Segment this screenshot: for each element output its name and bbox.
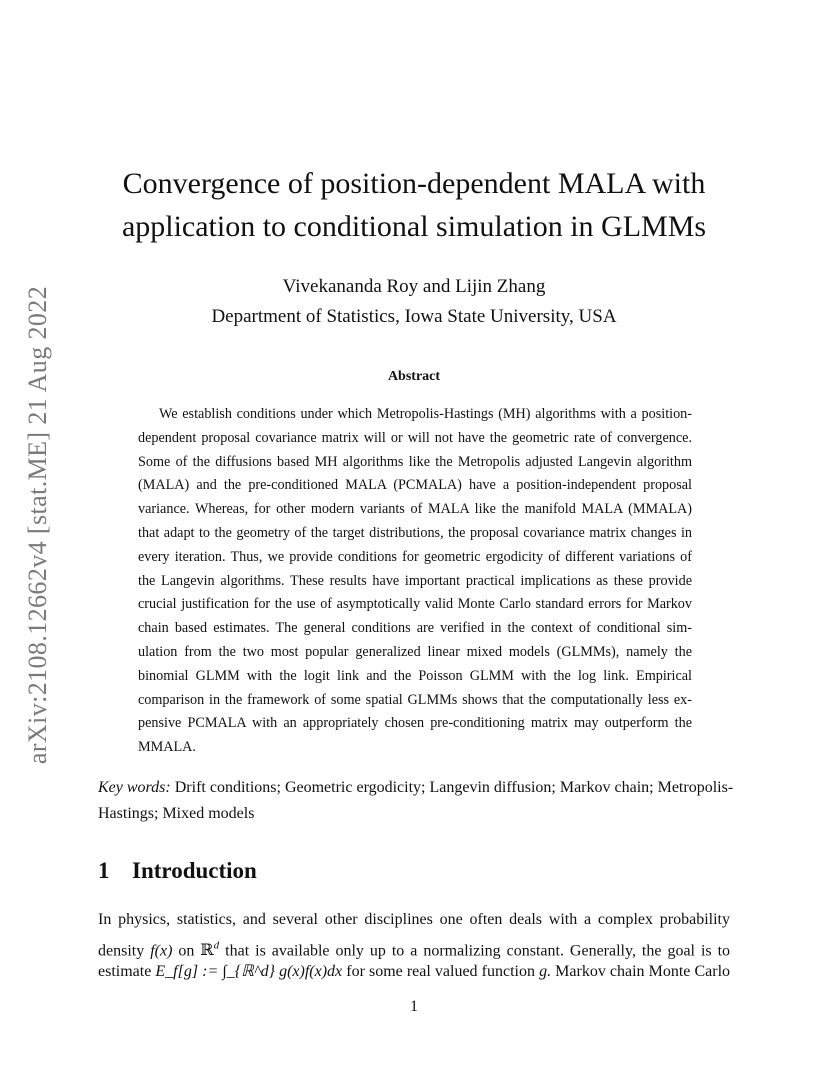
abstract-body bbox=[138, 403, 692, 760]
keywords-line-1 bbox=[98, 775, 734, 801]
section-number: 1 bbox=[98, 858, 110, 883]
reals-math bbox=[200, 942, 219, 959]
abstract-line: chain based estimates. The general conditions are verified in the context of conditional sim- bbox=[138, 620, 692, 637]
abstract-line: Some of the diffusions based MH algorithms like the Metropolis adjusted Langevin algorithm bbox=[138, 453, 692, 470]
title-line-2: application to conditional simulation in GLMMs bbox=[121, 210, 707, 243]
abstract-line: variance. Whereas, for other modern variants of MALA like the manifold MALA (MMALA) bbox=[138, 501, 692, 518]
abstract-line: ulation from the two most popular generalized linear mixed models (GLMMs), namely the bbox=[138, 643, 692, 660]
intro-text: that is available only up to a normalizing constant. Generally, the goal is to bbox=[225, 942, 731, 960]
abstract-line: that adapt to the geometry of the target distributions, the proposal covariance matrix changes in bbox=[138, 524, 692, 541]
intro-line-3 bbox=[98, 959, 730, 985]
abstract-line: crucial justification for the use of asymptotically valid Monte Carlo standard errors for Markov bbox=[138, 596, 692, 613]
arxiv-identifier-stamp bbox=[8, 272, 68, 778]
keywords-line-2: Hastings; Mixed models bbox=[98, 805, 255, 822]
arxiv-identifier-text: arXiv:2108.12662v4 [stat.ME] 21 Aug 2022 bbox=[23, 285, 52, 765]
intro-text: on bbox=[178, 942, 195, 960]
abstract-line: We establish conditions under which Metropolis-Hastings (MH) algorithms with a position- bbox=[159, 406, 692, 422]
abstract-heading: Abstract bbox=[387, 369, 441, 384]
abstract-line: binomial GLMM with the logit link and the Poisson GLMM with the log link. Empirical bbox=[138, 667, 692, 684]
abstract-line: pensive PCMALA with an appropriately chosen pre-conditioning matrix may outperform the bbox=[138, 715, 692, 732]
abstract-line: (MALA) and the pre-conditioned MALA (PCMALA) have a position-independent proposal bbox=[138, 477, 692, 494]
author-names: Vivekananda Roy and Lijin Zhang bbox=[282, 276, 546, 297]
abstract-line: dependent proposal covariance matrix will or will not have the geometric rate of convergence. bbox=[138, 429, 692, 446]
intro-text: for some real valued function bbox=[346, 963, 535, 980]
section-heading-introduction bbox=[98, 858, 257, 884]
abstract-line: MMALA. bbox=[138, 739, 196, 756]
affiliation: Department of Statistics, Iowa State University, USA bbox=[211, 306, 617, 327]
keywords-text-1: Drift conditions; Geometric ergodicity; Langevin diffusion; Markov chain; Metropolis- bbox=[174, 779, 734, 796]
title-line-1: Convergence of position-dependent MALA with bbox=[122, 167, 706, 200]
author-block bbox=[98, 272, 730, 332]
keywords-label: Key words: bbox=[98, 779, 171, 796]
abstract-line: comparison in the framework of some spatial GLMMs shows that the computationally less ex- bbox=[138, 691, 692, 708]
intro-text: density bbox=[98, 942, 145, 960]
function-g-math: g. bbox=[539, 963, 552, 980]
keywords-block bbox=[98, 775, 734, 827]
page-number: 1 bbox=[410, 998, 418, 1015]
intro-line-2 bbox=[98, 933, 730, 959]
section-title: Introduction bbox=[132, 858, 257, 883]
dimension-superscript: d bbox=[213, 940, 220, 952]
paper-title bbox=[98, 162, 730, 248]
intro-text: Markov chain Monte Carlo bbox=[555, 963, 731, 980]
abstract-line: the Langevin algorithms. These results have important practical implications as these provide bbox=[138, 572, 692, 589]
reals-symbol: ℝ bbox=[200, 942, 214, 960]
abstract-line: every iteration. Thus, we provide conditions for geometric ergodicity of different variations of bbox=[138, 548, 692, 565]
density-math: f(x) bbox=[150, 942, 173, 960]
expectation-math: E_f[g] := ∫_{ℝ^d} g(x)f(x)dx bbox=[155, 963, 343, 980]
intro-text: estimate bbox=[98, 963, 152, 980]
introduction-paragraph bbox=[98, 907, 730, 985]
intro-line-1: In physics, statistics, and several other disciplines one often deals with a complex probability bbox=[98, 911, 730, 928]
